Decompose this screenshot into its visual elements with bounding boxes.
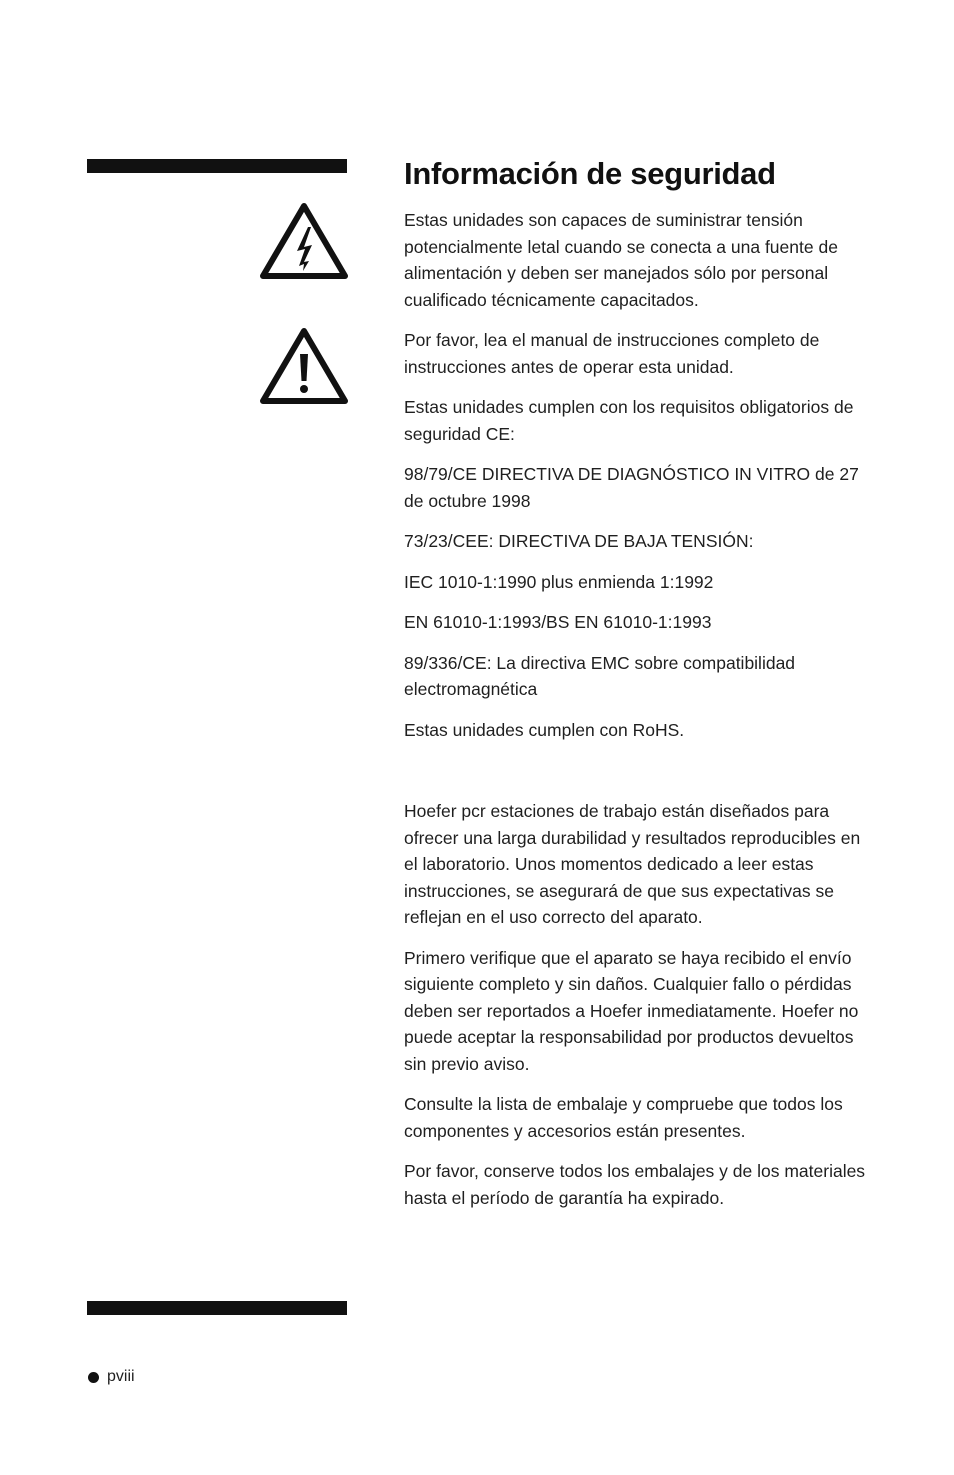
page-footer [88, 1368, 135, 1386]
safety-paragraph: Estas unidades son capaces de suministrar tensión potencialmente letal cuando se conecta a una fuente de alimentación y deben ser manejados sólo por personal cualificado técnicamente capacitados. [404, 210, 838, 310]
directive-paragraph: 98/79/CE DIRECTIVA DE DIAGNÓSTICO IN VITRO de 27 de octubre 1998 [404, 464, 859, 511]
standard-paragraph: IEC 1010-1:1990 plus enmienda 1:1992 [404, 571, 714, 592]
bottom-rule [87, 1301, 347, 1315]
intro-paragraph: Hoefer pcr estaciones de trabajo están diseñados para ofrecer una larga durabilidad y resultados reproducibles en el laboratorio. Unos momentos dedicado a leer estas instrucciones, se asegurará de que sus expectativas se reflejan en el uso correcto del aparato. [404, 801, 861, 927]
directive-paragraph: 89/336/CE: La directiva EMC sobre compatibilidad electromagnética [404, 652, 796, 699]
safety-content [404, 152, 874, 1225]
directive-paragraph: 73/23/CEE: DIRECTIVA DE BAJA TENSIÓN: [404, 531, 754, 551]
standard-paragraph: EN 61010-1:1993/BS EN 61010-1:1993 [404, 612, 712, 632]
top-rule [87, 159, 347, 173]
caution-warning-icon [259, 326, 349, 406]
rohs-paragraph: Estas unidades cumplen con RoHS. [404, 719, 685, 740]
bullet-icon [88, 1372, 99, 1383]
intro-paragraph: Por favor, conserve todos los embalajes y de los materiales hasta el período de garantía ha expirado. [404, 1161, 866, 1208]
electric-shock-warning-icon [259, 201, 349, 281]
intro-paragraph: Primero verifique que el aparato se haya recibido el envío siguiente completo y sin daños. Cualquier fallo o pérdidas deben ser reportados a Hoefer inmediatamente. Hoefer no puede aceptar la responsabilidad por productos devueltos sin previo aviso. [404, 947, 859, 1074]
safety-paragraph: Estas unidades cumplen con los requisitos obligatorios de seguridad CE: [404, 397, 854, 444]
safety-paragraph: Por favor, lea el manual de instrucciones completo de instrucciones antes de operar esta unidad. [404, 330, 820, 377]
section-spacer [404, 757, 874, 798]
page-number: pviii [107, 1368, 135, 1385]
intro-paragraph: Consulte la lista de embalaje y compruebe que todos los componentes y accesorios están presentes. [404, 1094, 843, 1141]
page-title: Información de seguridad [404, 156, 776, 191]
